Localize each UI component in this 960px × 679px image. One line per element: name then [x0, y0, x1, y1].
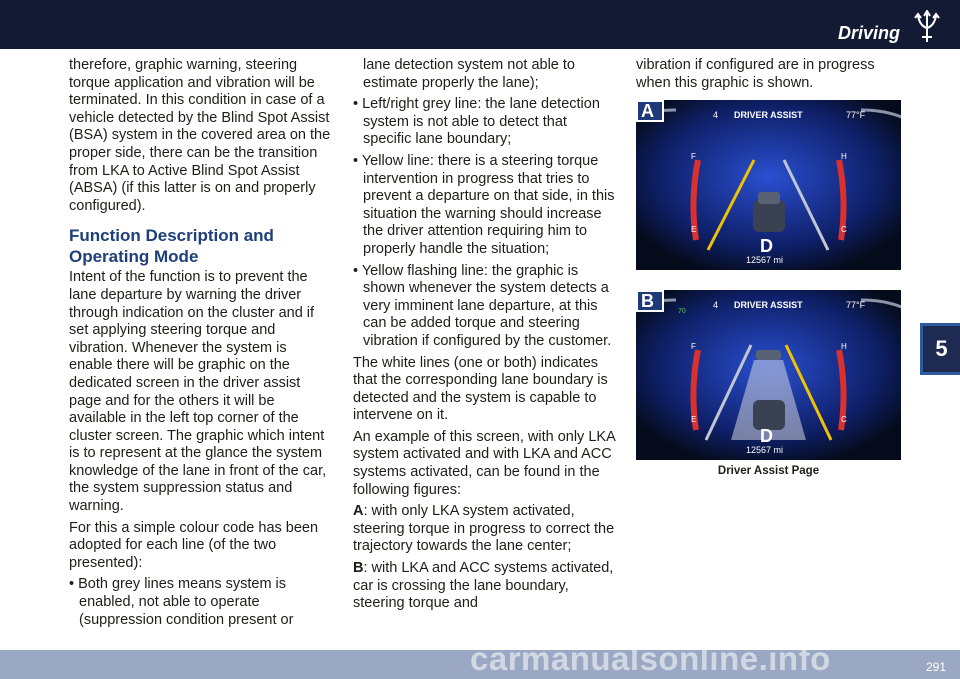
- gear-indicator: 4: [713, 300, 719, 310]
- figure-b-text: : with LKA and ACC systems activated, car is crossing the lane boundary, steering torque and: [353, 560, 614, 612]
- fuel-full: F: [691, 152, 696, 161]
- fuel-empty: E: [691, 225, 697, 234]
- temperature: 77°F: [846, 300, 866, 310]
- gear-display: D: [760, 236, 773, 256]
- odometer: 12567 mi: [746, 255, 784, 265]
- header-bar: [0, 0, 960, 49]
- trident-logo-icon: [912, 10, 942, 44]
- figure-label: A: [641, 101, 654, 121]
- temp-cold: C: [841, 415, 847, 424]
- screen-title: DRIVER ASSIST: [734, 110, 803, 120]
- section-heading: Function Description and Operating Mode: [69, 226, 274, 267]
- fuel-full: F: [691, 342, 696, 351]
- section-title: Driving: [837, 23, 900, 43]
- paragraph: The white lines (one or both) indicates that the corresponding lane boundary is detected and the system is capable to intervene on it.: [353, 354, 608, 424]
- figure-caption: Driver Assist Page: [717, 465, 820, 477]
- screen-title: DRIVER ASSIST: [734, 300, 803, 310]
- watermark: carmanualsonline.info: [470, 640, 831, 677]
- figure-b-ref: B: [353, 560, 364, 577]
- page-number: 291: [925, 660, 946, 674]
- paragraph: therefore, graphic warning, steering torque application and vibration will be terminated. In this condition in case of a vehicle detected by the Blind Spot Assist (BSA) system in the covered area on the proper side, there can be the transition from LKA to Active Blind Spot Assist (ABSA) (if this latter is on and properly configured).: [69, 57, 331, 214]
- temp-cold: C: [841, 225, 847, 234]
- bullet-item: • Yellow flashing line: the graphic is shown whenever the system detects a very imminent lane departure, at this can be added torque and steering vibration if configured by the customer.: [353, 262, 612, 349]
- bullet-item: • Yellow line: there is a steering torque intervention in progress that tries to prevent a departure on that side, in this situation the warning should increase the driver attention requiring him to properly handle the situation;: [353, 152, 615, 257]
- odometer: 12567 mi: [746, 445, 784, 455]
- bullet-item: • Left/right grey line: the lane detection system is not able to detect that specific lane boundary;: [353, 96, 600, 148]
- chapter-tab[interactable]: [920, 323, 960, 375]
- bullet-item: • Both grey lines means system is enabled, not able to operate (suppression condition present or: [69, 576, 294, 628]
- paragraph: An example of this screen, with only LKA system activated and with LKA and ACC systems activated, can be found in the following figures:: [353, 428, 615, 498]
- figure-b-description: [353, 560, 618, 613]
- chapter-number: 5: [935, 336, 948, 361]
- temp-hot: H: [841, 342, 847, 351]
- figure-a-text: : with only LKA system activated, steering torque in progress to correct the trajectory towards the lane center;: [353, 503, 615, 555]
- paragraph: Intent of the function is to prevent the lane departure by warning the driver through indication on the cluster and if set applying steering torque and vibration. Whenever the system is enable there will be graphic on the dedicated screen in the driver assist page and for the others it will be available in the left top corner of the cluster screen. The graphic which intent is to represent at the glance the system knowledge of the lane in front of the car, the system suppression status and warning.: [69, 269, 327, 515]
- gear-display: D: [760, 426, 773, 446]
- figure-a-description: [353, 503, 618, 556]
- temperature: 77°F: [846, 110, 866, 120]
- paragraph: For this a simple colour code has been adopted for each line (of the two presented):: [69, 519, 319, 571]
- column-2: [353, 57, 618, 617]
- figure-b-cluster-image: [636, 290, 901, 460]
- paragraph: vibration if configured are in progress when this graphic is shown.: [636, 57, 875, 91]
- figure-label: B: [641, 291, 654, 311]
- acc-set-speed: 70: [678, 308, 686, 315]
- column-3: [636, 57, 901, 96]
- column-1: [69, 57, 334, 633]
- figure-a-cluster-image: [636, 100, 901, 270]
- figure-a-ref: A: [353, 503, 364, 520]
- temp-hot: H: [841, 152, 847, 161]
- bullet-continuation: lane detection system not able to estimate properly the lane);: [363, 57, 575, 91]
- gear-indicator: 4: [713, 110, 719, 120]
- fuel-empty: E: [691, 415, 697, 424]
